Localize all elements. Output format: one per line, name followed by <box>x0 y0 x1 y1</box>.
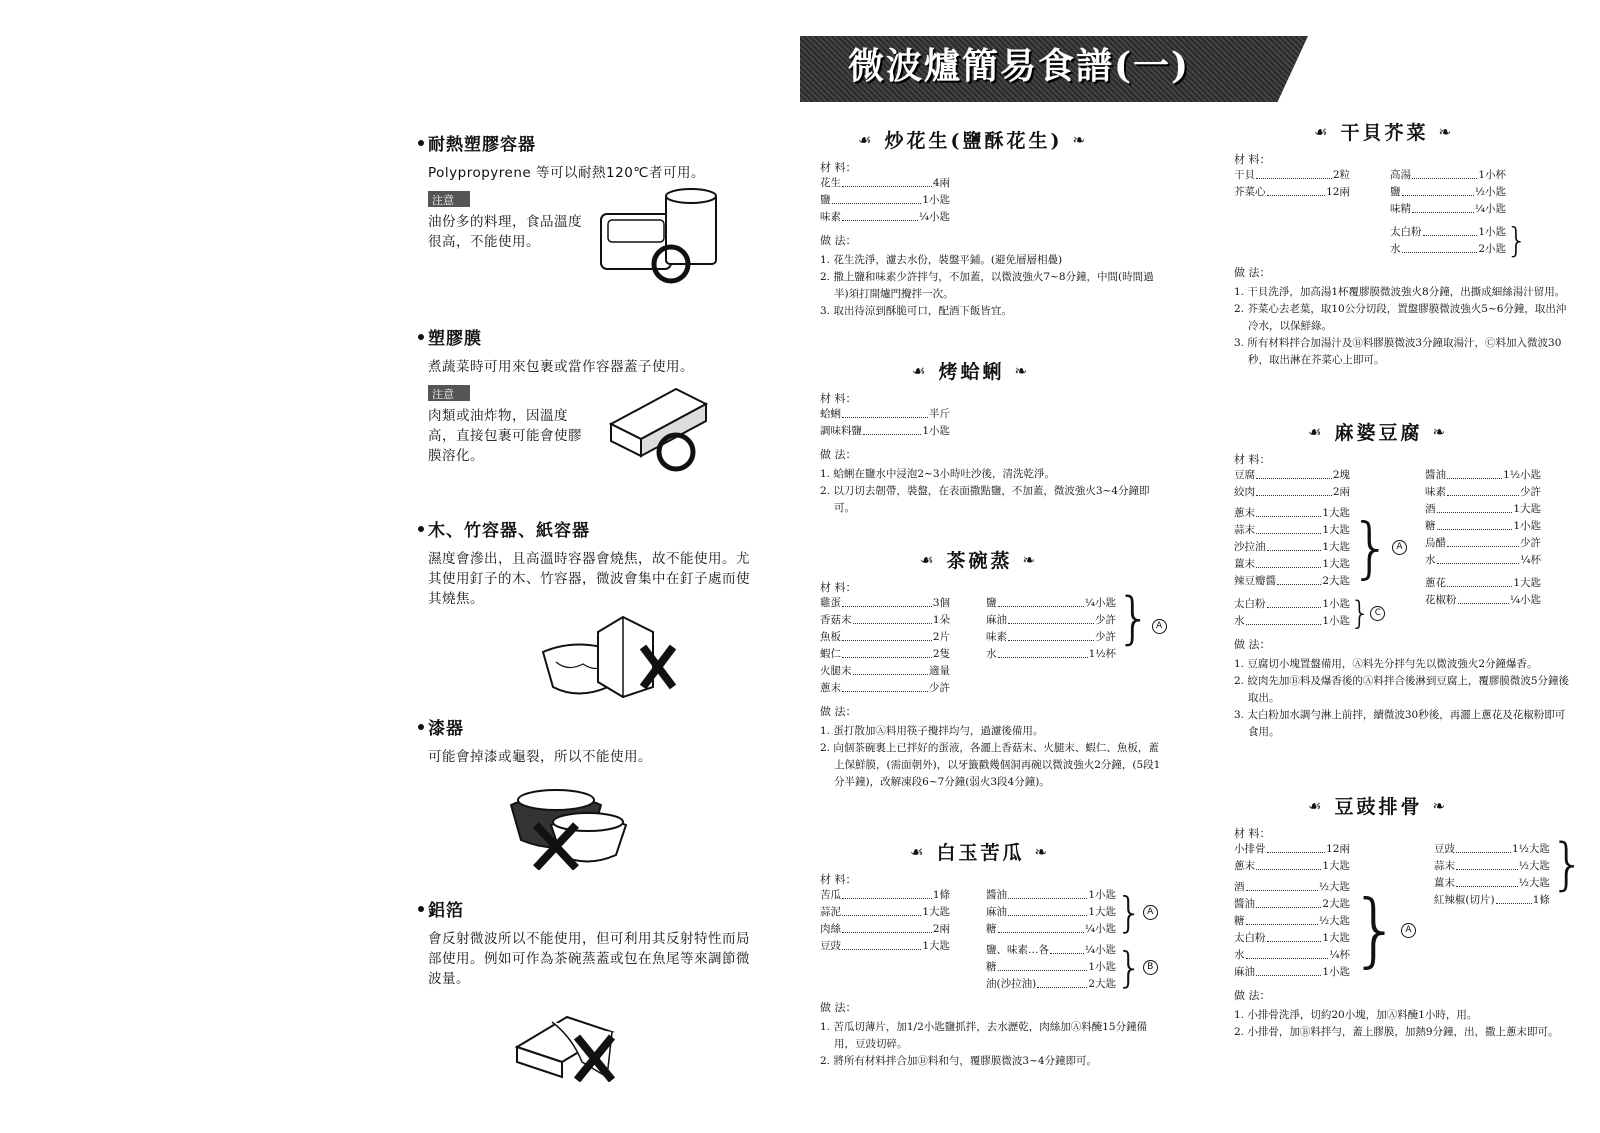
recipe-black-bean-ribs <box>1234 792 1586 1041</box>
step: 2. 以刀切去韌帶，裝盤，在表面撒點鹽，不加蓋，微波強火3~4分鐘即可。 <box>820 485 1150 514</box>
group-mark: A <box>1152 619 1167 634</box>
recipe-bitter-melon <box>820 838 1165 1070</box>
ingredient-group-a <box>986 586 1167 697</box>
lacquer-bowls-icon <box>506 770 636 870</box>
ornament-icon: ❧ <box>1034 842 1051 861</box>
ingredient-row: 糖 1小匙 <box>986 961 1116 973</box>
ornament-icon: ❧ <box>1432 422 1449 441</box>
method-steps <box>1234 656 1574 741</box>
ingredient-group <box>1390 167 1528 218</box>
ornament-icon: ☙ <box>1308 796 1325 815</box>
section-desc: 可能會掉漆或龜裂，所以不能使用。 <box>428 749 652 765</box>
ingredient-row: 鹽 1小匙 <box>820 194 950 206</box>
ingredient-row: 香菇末 1朵 <box>820 614 950 626</box>
ingredient-list <box>986 595 1116 663</box>
ingredient-list <box>1390 224 1506 258</box>
ingredient-left <box>1234 841 1416 981</box>
brace-icon: } <box>1116 887 1143 937</box>
ingredient-row: 麻油 少許 <box>986 614 1116 626</box>
ingredient-row: 烏醋 少許 <box>1425 537 1541 549</box>
section-title: 木、竹容器、紙容器 <box>418 516 763 541</box>
ingredient-row: 麻油 1大匙 <box>986 906 1116 918</box>
warning-badge: 注意 <box>428 385 470 401</box>
ingredient-row: 蒜末 ½大匙 <box>1433 860 1550 872</box>
section-title: 鋁箔 <box>418 896 763 921</box>
ingredient-row: 花生 4兩 <box>820 177 950 189</box>
ingredient-row: 醬油 2大匙 <box>1234 898 1350 910</box>
brace-icon: } <box>1350 508 1392 586</box>
ornament-icon: ☙ <box>920 550 937 569</box>
step: 3. 太白粉加水調勻淋上前拌，續微波30秒後，再灑上蔥花及花椒粉即可食用。 <box>1234 709 1566 738</box>
ingredient-row: 薑末 ½大匙 <box>1433 877 1550 889</box>
ingredient-list <box>820 406 1160 440</box>
ingredient-group-a <box>986 887 1158 938</box>
ingredient-groups <box>986 887 1158 993</box>
ingredient-row: 醬油 1½小匙 <box>1425 469 1541 481</box>
group-mark: A <box>1143 905 1158 920</box>
ingredient-list <box>1234 596 1350 630</box>
ornament-icon: ☙ <box>1308 422 1325 441</box>
brace-icon: } <box>1350 594 1371 632</box>
bullet-icon <box>418 906 424 912</box>
method-steps <box>1234 284 1574 369</box>
section-wood-bamboo-paper <box>418 516 763 609</box>
ingredient-row: 絞肉 2兩 <box>1234 486 1350 498</box>
bullet-icon <box>418 526 424 532</box>
step: 2. 絞肉先加Ⓑ料及爆香後的Ⓐ料拌合後淋到豆腐上，覆膠膜微波5分鐘後取出。 <box>1234 675 1570 704</box>
warning-text: 油份多的料理，食品溫度很高，不能使用。 <box>428 214 582 250</box>
step: 2. 撒上鹽和味素少許拌勻，不加蓋，以微波強火7~8分鐘，中間(時間過半)須打開爐門攪拌一次。 <box>820 271 1154 300</box>
method-label: 做 法： <box>820 705 857 718</box>
recipe-peanut <box>820 126 1160 320</box>
ingredient-right <box>1425 467 1541 630</box>
ingredient-row: 蛤蜊 半斤 <box>820 408 950 420</box>
section-plastic-wrap <box>418 324 763 466</box>
method-label: 做 法： <box>820 448 857 461</box>
ingredient-list <box>986 942 1116 993</box>
ingredient-row: 蒜泥 1大匙 <box>820 906 950 918</box>
ingredient-row: 水 1½杯 <box>986 648 1116 660</box>
ingredient-right <box>1433 832 1586 981</box>
recipe-scallop-mustard <box>1234 118 1574 369</box>
step: 1. 蛋打散加Ⓐ料用筷子攪拌均勻，過濾後備用。 <box>820 725 1044 737</box>
ingredient-row: 水 1小匙 <box>1234 615 1350 627</box>
section-title: 漆器 <box>418 714 763 739</box>
ingredient-row: 味素 少許 <box>986 631 1116 643</box>
recipe-title: ☙ 豆豉排骨 ❧ <box>1308 796 1449 818</box>
ingredient-row: 酒 1大匙 <box>1425 503 1541 515</box>
ornament-icon: ❧ <box>1072 130 1089 149</box>
step: 3. 取出待涼到酥脆可口，配酒下飯皆宜。 <box>820 305 1012 317</box>
method-steps <box>820 252 1160 320</box>
ornament-icon: ☙ <box>1314 122 1331 141</box>
ingredient-row: 苦瓜 1條 <box>820 889 950 901</box>
ingredient-list <box>1234 841 1416 875</box>
ingredient-row: 酒 ½大匙 <box>1234 881 1350 893</box>
recipe-title: ☙ 烤蛤蜊 ❧ <box>912 361 1031 383</box>
section-desc: 會反射微波所以不能使用，但可利用其反射特性而局部使用。例如可作為茶碗蒸蓋或包在魚尾等來調節微波量。 <box>428 931 750 987</box>
ornament-icon: ☙ <box>858 130 875 149</box>
method-label: 做 法： <box>820 234 857 247</box>
section-heat-resistant-plastic <box>418 130 763 252</box>
recipe-title: ☙ 麻婆豆腐 ❧ <box>1308 422 1449 444</box>
section-title: 耐熱塑膠容器 <box>418 130 763 155</box>
brace-icon: } <box>1506 221 1528 261</box>
method-steps <box>820 723 1165 791</box>
method-steps <box>820 466 1160 517</box>
ingredient-group-b <box>986 942 1158 993</box>
ingredient-list <box>1425 575 1541 609</box>
ingredients-label: 材 料： <box>1234 827 1271 840</box>
ingredient-row: 沙拉油 1大匙 <box>1234 541 1350 553</box>
aluminum-foil-icon <box>512 1002 632 1082</box>
group-mark: A <box>1392 540 1407 555</box>
plastic-wrap-roll-icon <box>606 384 716 474</box>
bullet-icon <box>418 334 424 340</box>
ingredient-row: 火腿末 適量 <box>820 665 950 677</box>
ingredients-label: 材 料： <box>820 392 857 405</box>
ingredient-row: 高湯 1小杯 <box>1390 169 1506 181</box>
section-lacquerware <box>418 714 763 767</box>
group-mark: C <box>1370 606 1385 621</box>
step: 1. 花生洗淨，濾去水份，裝盤平鋪。(避免層層相疊) <box>820 254 1063 266</box>
recipe-title: ☙ 干貝芥菜 ❧ <box>1314 122 1455 144</box>
warning-badge: 注意 <box>428 191 470 207</box>
step: 1. 苦瓜切薄片，加1/2小匙鹽抓拌，去水瀝乾，肉絲加Ⓐ料醃15分鐘備用，豆豉切碎。 <box>820 1021 1148 1050</box>
ornament-icon: ☙ <box>910 842 927 861</box>
ingredient-row: 太白粉 1小匙 <box>1390 226 1506 238</box>
ingredient-row: 鹽 ¼小匙 <box>986 597 1116 609</box>
ornament-icon: ❧ <box>1014 361 1031 380</box>
ingredient-row: 蔥花 1大匙 <box>1425 577 1541 589</box>
recipe-steamed-egg <box>820 546 1165 791</box>
ingredients-label: 材 料： <box>820 873 857 886</box>
ornament-icon: ❧ <box>1438 122 1455 141</box>
ingredients-label: 材 料： <box>1234 153 1271 166</box>
ornament-icon: ☙ <box>912 361 929 380</box>
section-desc: 濕度會滲出，且高溫時容器會燒焦，故不能使用。尤其使用釘子的木、竹容器，微波會集中在釘子處而使其燒焦。 <box>428 551 750 607</box>
method-label: 做 法： <box>820 1001 857 1014</box>
brace-icon: } <box>1350 883 1401 976</box>
ingredient-row: 干貝 2粒 <box>1234 169 1350 181</box>
ingredient-row: 味素 少許 <box>1425 486 1541 498</box>
ingredient-row: 油(沙拉油) 2大匙 <box>986 978 1116 990</box>
ingredient-row: 醬油 1小匙 <box>986 889 1116 901</box>
ingredient-row: 小排骨 12兩 <box>1234 843 1350 855</box>
ingredient-row: 芥菜心 12兩 <box>1234 186 1350 198</box>
ingredient-columns <box>1234 467 1574 630</box>
step: 1. 豆腐切小塊置盤備用，Ⓐ料先分拌勻先以微波強火2分鐘爆香。 <box>1234 658 1538 670</box>
ingredients-label: 材 料： <box>1234 453 1271 466</box>
method-label: 做 法： <box>1234 989 1271 1002</box>
ingredient-list <box>820 887 950 993</box>
step: 1. 干貝洗淨，加高湯1杯覆膠膜微波強火8分鐘，出撕成細絲湯汁留用。 <box>1234 286 1566 298</box>
step: 1. 小排骨洗淨，切約20小塊，加Ⓐ料醃1小時，用。 <box>1234 1009 1478 1021</box>
ingredient-list <box>1234 505 1350 590</box>
ingredients-label: 材 料： <box>820 161 857 174</box>
ingredient-group <box>1390 221 1528 261</box>
ingredient-list <box>1390 167 1506 218</box>
page-title: 微波爐簡易食譜(一) <box>848 45 1191 87</box>
ingredient-row: 水 ¼杯 <box>1234 949 1350 961</box>
method-label: 做 法： <box>1234 266 1271 279</box>
ingredient-columns <box>1234 167 1574 261</box>
section-desc: 煮蔬菜時可用來包裹或當作容器蓋子使用。 <box>428 359 694 375</box>
ingredient-row: 水 2小匙 <box>1390 243 1506 255</box>
step: 1. 蛤蜊在鹽水中浸泡2~3小時吐沙後，清洗乾淨。 <box>820 468 1056 480</box>
ingredient-list <box>986 887 1116 938</box>
plastic-containers-icon <box>596 184 726 284</box>
method-steps <box>1234 1007 1574 1041</box>
section-title: 塑膠膜 <box>418 324 763 349</box>
ingredient-row: 花椒粉 ¼小匙 <box>1425 594 1541 606</box>
ingredient-group-a <box>1234 879 1416 981</box>
ingredient-group-c <box>1234 596 1407 630</box>
step: 3. 所有材料拌合加湯汁及Ⓑ料膠膜微波3分鐘取湯汁，Ⓒ料加入微波30秒，取出淋在芥菜心上即可。 <box>1234 337 1562 366</box>
step: 2. 向個茶碗裏上已拌好的蛋液，各灑上香菇末、火腿末、蝦仁、魚板，蓋上保鮮膜，(需面朝外)，以牙籤戳幾個洞再碗以微波強火2分鐘，(5段1分半鐘)，改解凍段6~7分鐘(弱火3段4分鐘)。 <box>820 742 1161 788</box>
ingredient-list <box>1434 841 1550 909</box>
recipe-clam <box>820 357 1160 517</box>
ingredient-row: 糖 1小匙 <box>1425 520 1541 532</box>
ingredient-row: 水 ¼杯 <box>1425 554 1541 566</box>
method-steps <box>820 1019 1165 1070</box>
step: 2. 小排骨，加Ⓑ料拌勻，蓋上膠膜，加熱9分鐘，出，撒上蔥末即可。 <box>1234 1026 1559 1038</box>
brace-icon: } <box>1116 942 1143 992</box>
ingredient-row: 蔥末 少許 <box>820 682 950 694</box>
bullet-icon <box>418 724 424 730</box>
method-label: 做 法： <box>1234 638 1271 651</box>
ingredient-row: 豆豉 1大匙 <box>820 940 950 952</box>
ingredient-row: 蔥末 1大匙 <box>1234 507 1350 519</box>
wood-paper-container-icon <box>538 612 688 702</box>
ingredient-row: 蝦仁 2隻 <box>820 648 950 660</box>
ingredient-list <box>820 595 950 697</box>
ingredient-row: 味精 ¼小匙 <box>1390 203 1506 215</box>
ingredient-group-a <box>1234 505 1407 590</box>
bullet-icon <box>418 140 424 146</box>
ingredient-list <box>820 175 1160 226</box>
warning-text: 肉類或油炸物，因溫度高，直接包裹可能會使膠膜溶化。 <box>428 408 582 464</box>
ingredient-row: 鹽 ½小匙 <box>1390 186 1506 198</box>
ingredient-row: 豆豉 1½大匙 <box>1433 843 1550 855</box>
recipe-title: ☙ 茶碗蒸 ❧ <box>920 550 1039 572</box>
ingredient-row: 豆腐 2塊 <box>1234 469 1350 481</box>
ingredient-list <box>1234 167 1350 258</box>
ingredient-row: 紅辣椒(切片) 1條 <box>1433 894 1550 906</box>
group-mark: A <box>1401 923 1416 938</box>
ingredient-row: 魚板 2片 <box>820 631 950 643</box>
brace-icon: } <box>1549 832 1586 897</box>
ingredient-list <box>1234 879 1350 981</box>
ingredient-row: 麻油 1小匙 <box>1234 966 1350 978</box>
recipe-mapo-tofu <box>1234 418 1574 741</box>
ingredient-row: 糖 ¼小匙 <box>986 923 1116 935</box>
brace-icon: } <box>1116 586 1152 651</box>
ingredient-row: 調味料鹽 1小匙 <box>820 425 950 437</box>
ingredients-label: 材 料： <box>820 581 857 594</box>
ingredient-row: 太白粉 1大匙 <box>1234 932 1350 944</box>
recipe-title: ☙ 白玉苦瓜 ❧ <box>910 842 1051 864</box>
ingredient-row: 蔥末 1大匙 <box>1234 860 1350 872</box>
ingredient-row: 辣豆瓣醬 2大匙 <box>1234 575 1350 587</box>
ornament-icon: ❧ <box>1022 550 1039 569</box>
ornament-icon: ❧ <box>1432 796 1449 815</box>
ingredient-columns <box>820 887 1165 993</box>
ingredient-row: 糖 ½大匙 <box>1234 915 1350 927</box>
recipe-title: ☙ 炒花生(鹽酥花生) ❧ <box>858 130 1089 152</box>
ingredient-list <box>1234 467 1407 501</box>
ingredient-row: 蒜末 1大匙 <box>1234 524 1350 536</box>
ingredient-row: 太白粉 1小匙 <box>1234 598 1350 610</box>
section-aluminum-foil <box>418 896 763 989</box>
step: 2. 將所有材料拌合加Ⓑ料和勻，覆膠膜微波3~4分鐘即可。 <box>820 1055 1098 1067</box>
ingredient-row: 鹽、味素…各 ¼小匙 <box>986 944 1116 956</box>
section-desc: Polypropyrene 等可以耐熱120℃者可用。 <box>428 165 705 181</box>
ingredient-row: 味素 ¼小匙 <box>820 211 950 223</box>
ingredient-groups <box>1390 167 1528 261</box>
ingredient-list <box>1425 467 1541 569</box>
ingredient-row: 薑末 1大匙 <box>1234 558 1350 570</box>
ingredient-row: 雞蛋 3個 <box>820 597 950 609</box>
step: 2. 芥菜心去老葉，取10公分切段，置盤膠膜微波強火5~6分鐘，取出沖冷水，以保鮮綠。 <box>1234 303 1567 332</box>
ingredient-row: 肉絲 2兩 <box>820 923 950 935</box>
group-mark: B <box>1143 960 1158 975</box>
ingredient-left <box>1234 467 1407 630</box>
